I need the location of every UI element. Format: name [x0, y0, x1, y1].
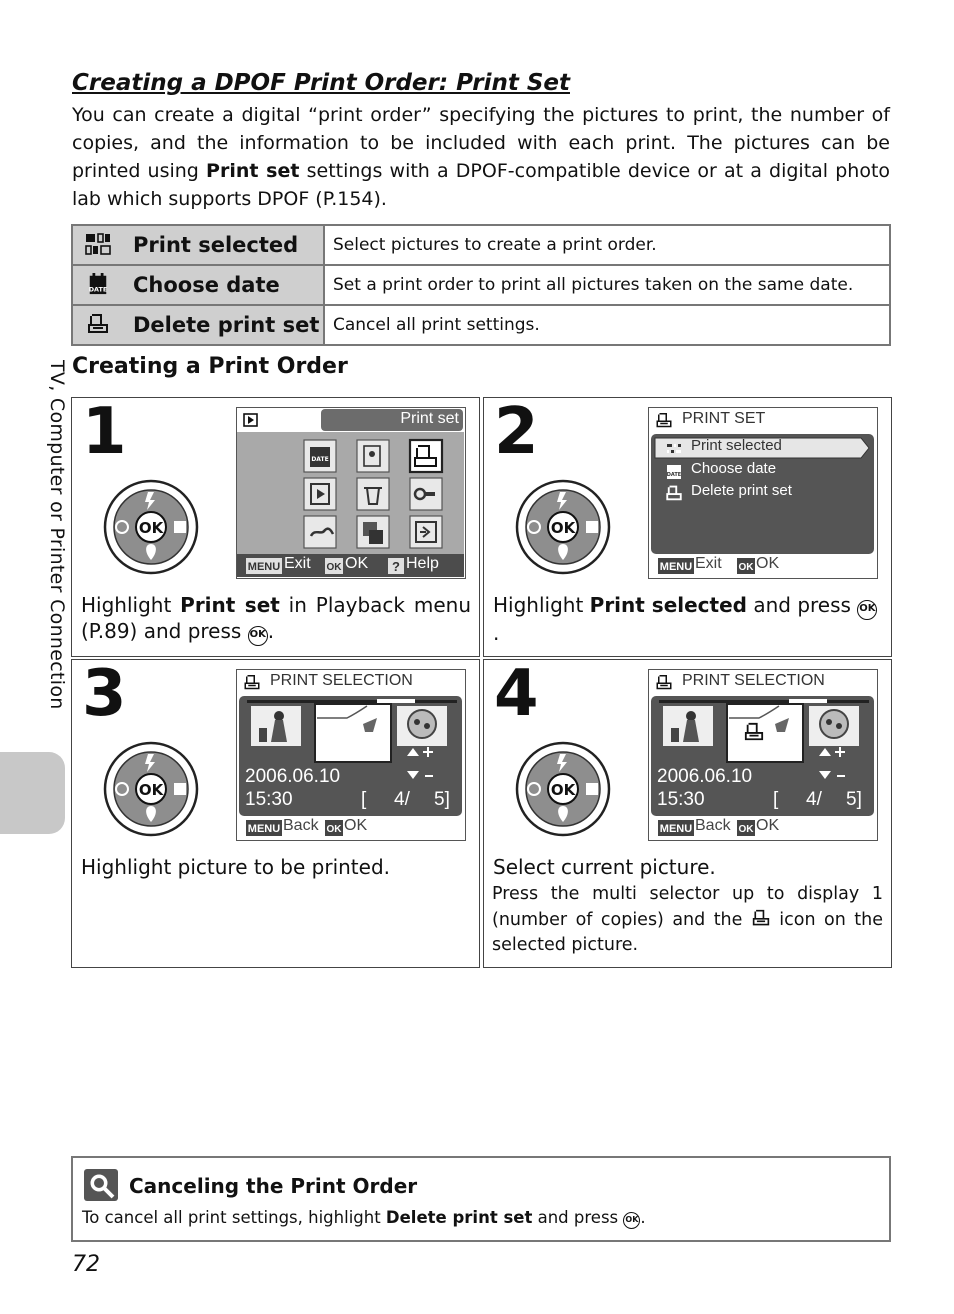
camera-screen-print-selection — [648, 669, 878, 841]
ok-button-icon: OK — [248, 626, 268, 646]
side-chapter-label: TV, Computer or Printer Connection — [46, 360, 68, 710]
ok-button-icon: OK — [623, 1212, 640, 1229]
shot-time: 15:30 — [245, 789, 293, 810]
frame-counter-total: 5] — [434, 789, 450, 810]
frame-counter-current: 4/ — [394, 789, 410, 810]
step-caption: Highlight Print set in Playback menu (P.89) and press OK. — [81, 592, 471, 646]
chapter-tab — [0, 752, 65, 834]
shot-date: 2006.06.10 — [657, 766, 753, 787]
frame-counter-current: 4/ — [806, 789, 822, 810]
option-desc: Set a print order to print all pictures taken on the same date. — [324, 265, 890, 305]
screen-title: PRINT SET — [682, 410, 766, 427]
footer-exit-label: Exit — [695, 555, 722, 572]
note-magnifier-icon — [84, 1169, 118, 1201]
section-title: Creating a DPOF Print Order: Print Set — [72, 70, 570, 96]
footer-back-label: Back — [283, 817, 319, 834]
step-4-panel — [483, 659, 892, 968]
page-number: 72 — [72, 1252, 100, 1277]
print-icon — [751, 909, 771, 927]
step-number: 2 — [494, 395, 539, 469]
camera-screen-print-set-menu — [648, 407, 878, 579]
ok-button-label: OK — [738, 824, 754, 835]
option-desc: Select pictures to create a print order. — [324, 225, 890, 265]
option-label: Print selected — [133, 233, 299, 257]
menu-button-label: MENU — [659, 823, 693, 835]
print-selection-screen-graphic — [237, 670, 464, 839]
multi-selector-icon — [514, 478, 612, 576]
footer-ok-label: OK — [756, 817, 780, 834]
screen-title: Print set — [400, 410, 459, 427]
option-desc: Cancel all print settings. — [324, 305, 890, 345]
step-caption: Highlight Print selected and press OK. — [493, 593, 876, 645]
option-label: Choose date — [133, 273, 280, 297]
shot-time: 15:30 — [657, 789, 705, 810]
step-number: 4 — [494, 657, 539, 731]
menu-item-print-selected[interactable]: Print selected — [691, 437, 782, 454]
camera-screen-print-selection — [236, 669, 466, 841]
menu-item-delete-print-set[interactable]: Delete print set — [691, 482, 792, 499]
step-caption: Select current picture. — [493, 855, 716, 879]
step-3-panel — [71, 659, 480, 968]
help-button-label: ? — [392, 559, 400, 574]
camera-screen-playback-menu — [236, 407, 466, 579]
svg-text:DATE: DATE — [666, 472, 682, 478]
step-number: 3 — [82, 657, 127, 731]
table-row — [72, 265, 890, 305]
footer-ok-label: OK — [756, 555, 780, 572]
menu-button-label: MENU — [659, 561, 693, 573]
multi-selector-icon — [514, 740, 612, 838]
table-row — [72, 305, 890, 345]
menu-item-choose-date[interactable]: Choose date — [691, 460, 777, 477]
frame-counter-total: 5] — [846, 789, 862, 810]
step-number: 1 — [82, 395, 127, 469]
step-1-panel — [71, 397, 480, 657]
date-icon — [85, 273, 111, 295]
ok-button-label: OK — [326, 824, 342, 835]
note-body: To cancel all print settings, highlight Delete print set and press OK . — [82, 1208, 646, 1227]
print-icon — [85, 313, 111, 335]
frame-counter-open: [ — [361, 789, 367, 810]
svg-text:DATE: DATE — [311, 456, 329, 463]
ok-button-label: OK — [326, 562, 342, 573]
playback-menu-screen-graphic — [237, 408, 464, 577]
step-2-panel — [483, 397, 892, 657]
footer-ok-label: OK — [345, 555, 369, 572]
multi-selector-icon — [102, 478, 200, 576]
svg-text:DATE: DATE — [88, 285, 108, 294]
subsection-title: Creating a Print Order — [72, 354, 348, 379]
screen-title: PRINT SELECTION — [682, 672, 825, 689]
screen-title: PRINT SELECTION — [270, 672, 413, 689]
step-caption: Highlight picture to be printed. — [81, 855, 391, 879]
print-set-options-table — [71, 224, 891, 346]
table-row — [72, 225, 890, 265]
note-title: Canceling the Print Order — [129, 1174, 418, 1198]
multi-selector-icon — [102, 740, 200, 838]
shot-date: 2006.06.10 — [245, 766, 341, 787]
option-label: Delete print set — [133, 313, 320, 337]
footer-ok-label: OK — [344, 817, 368, 834]
footer-help-label: Help — [406, 555, 439, 572]
footer-exit-label: Exit — [284, 555, 311, 572]
print-selection-screen-graphic — [649, 670, 876, 839]
print-selected-icon — [85, 233, 111, 255]
note-box — [71, 1156, 891, 1242]
ok-button-label: OK — [738, 562, 754, 573]
frame-counter-open: [ — [773, 789, 779, 810]
menu-button-label: MENU — [247, 823, 281, 835]
intro-paragraph: You can create a digital “print order” specifying the pictures to print, the number of copies, and the information to be included with each print. The pictures can be printed using Print set settings with a DPOF-compatible device or at a digital photo lab which supports DPOF (P.154). — [72, 104, 891, 210]
step-detail: Press the multi selector up to display 1 (number of copies) and the icon on the selected picture. — [492, 884, 883, 955]
ok-button-icon: OK — [857, 600, 877, 620]
footer-back-label: Back — [695, 817, 731, 834]
menu-button-label: MENU — [247, 561, 281, 573]
